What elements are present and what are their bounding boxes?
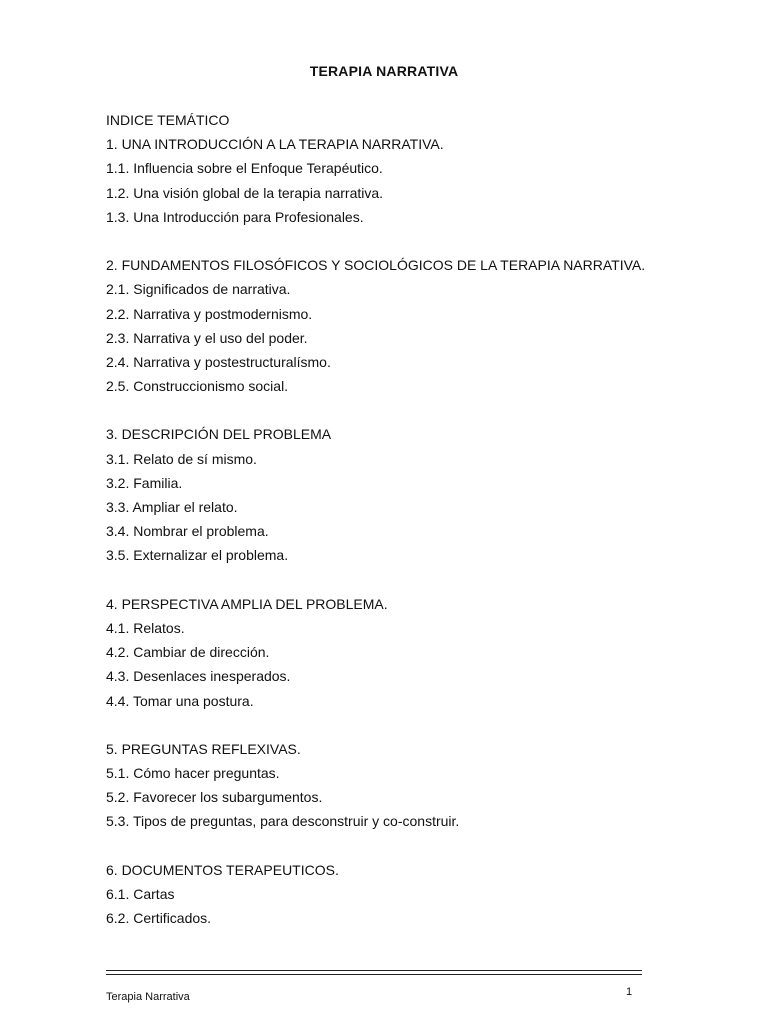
section-spacer: [106, 713, 706, 737]
section-heading: 3. DESCRIPCIÓN DEL PROBLEMA: [106, 426, 332, 443]
page-number: 1: [626, 986, 633, 998]
section-spacer: [106, 568, 706, 592]
section-heading: 5. PREGUNTAS REFLEXIVAS.: [106, 740, 301, 757]
section-item: 4.1. Relatos.: [106, 619, 185, 636]
section-item: 3.1. Relato de sí mismo.: [106, 450, 257, 467]
section-item: 2.1. Significados de narrativa.: [106, 281, 291, 298]
section-heading: 4. PERSPECTIVA AMPLIA DEL PROBLEMA.: [106, 595, 388, 612]
index-heading: INDICE TEMÁTICO: [106, 112, 230, 128]
section-heading: 6. DOCUMENTOS TERAPEUTICOS.: [106, 861, 339, 878]
section-item: 2.4. Narrativa y postestructuralísmo.: [106, 353, 331, 370]
section-item: 5.1. Cómo hacer preguntas.: [106, 765, 280, 782]
section-item: 4.3. Desenlaces inesperados.: [106, 668, 291, 685]
section-heading: 2. FUNDAMENTOS FILOSÓFICOS Y SOCIOLÓGICOS DE LA TERAPIA NARRATIVA.: [106, 257, 646, 274]
section-item: 4.2. Cambiar de dirección.: [106, 644, 270, 661]
section-item: 6.1. Cartas: [106, 886, 175, 902]
section-spacer: [106, 398, 706, 422]
section-item: 5.3. Tipos de preguntas, para desconstruir y co-construir.: [106, 813, 460, 830]
section-spacer: [106, 229, 706, 253]
footer-title: Terapia Narrativa: [106, 991, 190, 1003]
section-item: 3.3. Ampliar el relato.: [106, 499, 238, 515]
section-item: 2.3. Narrativa y el uso del poder.: [106, 329, 308, 346]
section-item: 6.2. Certificados.: [106, 910, 212, 927]
section-item: 3.2. Familia.: [106, 474, 183, 491]
section-item: 4.4. Tomar una postura.: [106, 692, 254, 709]
section-item: 1.1. Influencia sobre el Enfoque Terapéutico.: [106, 160, 383, 177]
document-title: TERAPIA NARRATIVA: [309, 63, 459, 79]
footer-divider: [106, 970, 642, 971]
table-of-contents: [106, 108, 706, 930]
section-item: 2.2. Narrativa y postmodernismo.: [106, 305, 313, 322]
section-spacer: [106, 834, 706, 858]
section-item: 5.2. Favorecer los subargumentos.: [106, 789, 323, 806]
section-item: 1.2. Una visión global de la terapia narrativa.: [106, 184, 384, 201]
section-item: 2.5. Construccionismo social.: [106, 378, 289, 395]
section-heading: 1. UNA INTRODUCCIÓN A LA TERAPIA NARRATIVA.: [106, 136, 444, 153]
section-item: 1.3. Una Introducción para Profesionales.: [106, 208, 364, 225]
section-item: 3.4. Nombrar el problema.: [106, 523, 269, 540]
footer-divider-secondary: [106, 974, 642, 975]
section-item: 3.5. Externalizar el problema.: [106, 547, 289, 564]
